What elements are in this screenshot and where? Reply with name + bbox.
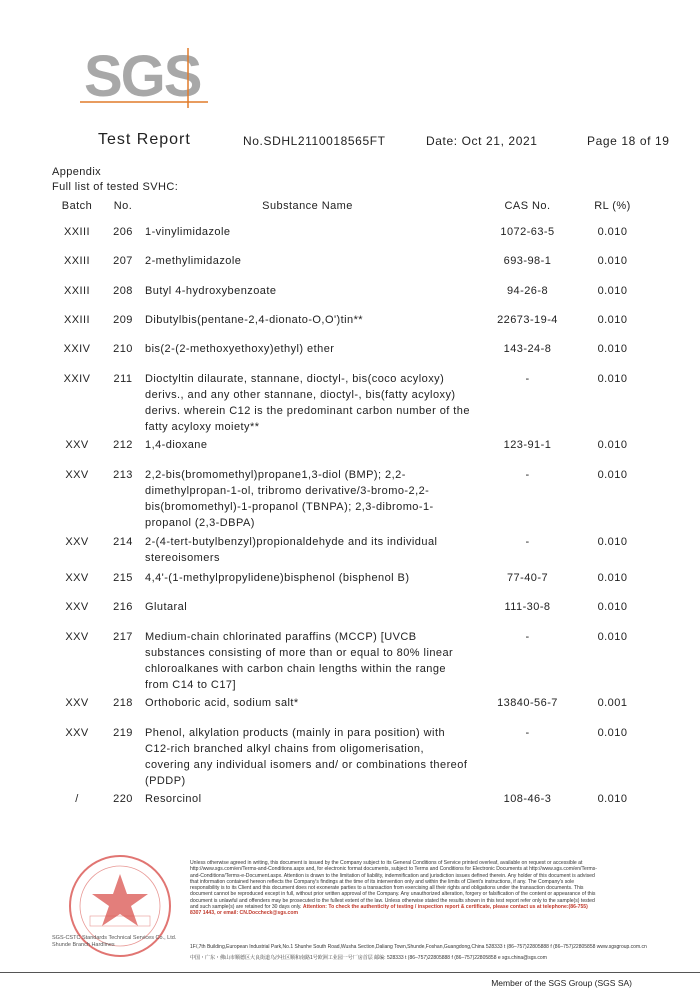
- batch-cell: XXV: [65, 631, 89, 643]
- rl-cell: 0.010: [597, 373, 628, 385]
- report-number: No.SDHL2110018565FT: [243, 134, 386, 148]
- substance-cell: 1,4-dioxane: [145, 439, 208, 451]
- substance-cell: bis(2-(2-methoxyethoxy)ethyl) ether: [145, 343, 335, 355]
- cas-cell: 94-26-8: [506, 285, 549, 297]
- col-rl: RL (%): [594, 200, 631, 212]
- no-cell: 206: [113, 226, 133, 238]
- no-cell: 211: [113, 373, 133, 385]
- batch-cell: XXV: [65, 536, 89, 548]
- cas-cell: 111-30-8: [504, 601, 551, 613]
- no-cell: 217: [113, 631, 133, 643]
- substance-cell: Butyl 4-hydroxybenzoate: [145, 285, 277, 297]
- no-cell: 215: [113, 572, 133, 584]
- rl-cell: 0.010: [597, 601, 628, 613]
- cas-cell: 77-40-7: [506, 572, 549, 584]
- rl-cell: 0.010: [597, 255, 628, 267]
- address-english: 1F/,7th Building,European Industrial Park,No.1 Shunhe South Road,Wusha Section,Daliang Town,Shunde,Foshan,Guangdong,China 528333 t (86–757)22805888 f (86–757)22805858 www.sgsgroup.com.cn: [190, 944, 647, 950]
- cas-cell: 123-91-1: [503, 439, 552, 451]
- no-cell: 216: [113, 601, 133, 613]
- batch-cell: XXIV: [63, 343, 91, 355]
- substance-cell: Glutaral: [145, 601, 188, 613]
- batch-cell: XXV: [65, 601, 89, 613]
- page-number: Page 18 of 19: [587, 134, 670, 148]
- no-cell: 218: [113, 697, 133, 709]
- cas-cell: -: [525, 469, 530, 481]
- batch-cell: XXIII: [63, 285, 91, 297]
- substance-cell: Resorcinol: [145, 793, 202, 805]
- stamp-company-text: SGS-CSTC Standards Technical Services Co., Ltd. Shunde Branch Hardlines: [52, 935, 177, 948]
- substance-cell: 2-(4-tert-butylbenzyl)propionaldehyde and its individual stereoisomers: [145, 536, 438, 564]
- no-cell: 209: [113, 314, 133, 326]
- substance-cell: 4,4'-(1-methylpropylidene)bisphenol (bisphenol B): [145, 572, 410, 584]
- col-no: No.: [113, 200, 133, 212]
- cas-cell: -: [525, 536, 530, 548]
- cas-cell: 22673-19-4: [497, 314, 558, 326]
- batch-cell: XXV: [65, 697, 89, 709]
- substance-cell: Phenol, alkylation products (mainly in para position) with C12-rich branched alkyl chains from oligomerisation, covering any individual isomers and/ or combinations thereof (PDDP): [145, 727, 468, 787]
- footer-addresses: [190, 942, 647, 964]
- cas-cell: 1072-63-5: [500, 226, 555, 238]
- cas-cell: -: [525, 373, 530, 385]
- sgs-logo: [80, 48, 210, 108]
- rl-cell: 0.010: [597, 727, 628, 739]
- batch-cell: XXIII: [63, 226, 91, 238]
- no-cell: 219: [113, 727, 133, 739]
- batch-cell: XXV: [65, 572, 89, 584]
- footer-divider: [0, 972, 700, 973]
- rl-cell: 0.010: [597, 343, 628, 355]
- no-cell: 208: [113, 285, 133, 297]
- batch-cell: /: [75, 793, 79, 805]
- rl-cell: 0.010: [597, 631, 628, 643]
- rl-cell: 0.010: [597, 314, 628, 326]
- cas-cell: -: [525, 631, 530, 643]
- no-cell: 220: [113, 793, 133, 805]
- sgs-member-note: Member of the SGS Group (SGS SA): [491, 978, 632, 988]
- substance-cell: 2-methylimidazole: [145, 255, 242, 267]
- rl-cell: 0.010: [597, 536, 628, 548]
- rl-cell: 0.001: [597, 697, 628, 709]
- no-cell: 213: [113, 469, 133, 481]
- substance-cell: 1-vinylimidazole: [145, 226, 231, 238]
- rl-cell: 0.010: [597, 285, 628, 297]
- substance-cell: Medium-chain chlorinated paraffins (MCCP) [UVCB substances consisting of more than or equal to 80% linear chloroalkanes with carbon chain lengths within the range from C14 to C17]: [145, 631, 454, 691]
- cas-cell: 143-24-8: [503, 343, 552, 355]
- svhc-subheading: Full list of tested SVHC:: [52, 181, 179, 193]
- substance-cell: 2,2-bis(bromomethyl)propane1,3-diol (BMP); 2,2-dimethylpropan-1-ol, tribromo derivative/3-bromo-2,2-bis(bromomethyl)-1-propanol (TBNPA); 2,3-dibromo-1-propanol (2,3-DBPA): [145, 469, 434, 529]
- cas-cell: 108-46-3: [503, 793, 552, 805]
- batch-cell: XXV: [65, 439, 89, 451]
- cas-cell: -: [525, 727, 530, 739]
- substance-cell: Orthoboric acid, sodium salt*: [145, 697, 299, 709]
- appendix-heading: Appendix: [52, 166, 102, 178]
- disclaimer-text: Unless otherwise agreed in writing, this document is issued by the Company subject to its General Conditions of Service printed overleaf, available on request or accessible at http://www.sgs.com/en/Terms-and-Conditions.aspx and, for electronic format documents, subject to Terms and Conditions for Electronic Documents at http://www.sgs.com/en/Terms-and-Conditions/Terms-e-Document.aspx. Attention is drawn to the limitation of liability, indemnification and jurisdiction issues defined therein. Any holder of this document is advised that information contained hereon reflects the Company's findings at the time of its intervention only and within the limits of Client's instructions, if any. The Company's sole responsibility is to its Client and this document does not exonerate parties to a transaction from exercising all their rights and obligations under the transaction documents. This document cannot be reproduced except in full, without prior written approval of the Company. Any unauthorized alteration, forgery or falsification of the content or appearance of this document is unlawful and offenders may be prosecuted to the fullest extent of the law. Unless otherwise stated the results shown in this test report refer only to the sample(s) tested and such sample(s) are retained for 30 days only.: [190, 860, 598, 911]
- cas-cell: 693-98-1: [503, 255, 552, 267]
- batch-cell: XXV: [65, 727, 89, 739]
- rl-cell: 0.010: [597, 469, 628, 481]
- batch-cell: XXV: [65, 469, 89, 481]
- no-cell: 214: [113, 536, 133, 548]
- no-cell: 210: [113, 343, 133, 355]
- no-cell: 212: [113, 439, 133, 451]
- batch-cell: XXIII: [63, 314, 91, 326]
- substance-cell: Dioctyltin dilaurate, stannane, dioctyl-, bis(coco acyloxy) derivs., and any other stannane, dioctyl-, bis(fatty acyloxy) derivs. wherein C12 is the predominant carbon number of the fatty acyloxy moiety**: [145, 373, 470, 433]
- cas-cell: 13840-56-7: [497, 697, 558, 709]
- sgs-logo-text: SGS: [84, 48, 201, 108]
- rl-cell: 0.010: [597, 572, 628, 584]
- legal-disclaimer: [190, 860, 600, 917]
- report-date: Date: Oct 21, 2021: [426, 134, 538, 148]
- rl-cell: 0.010: [597, 793, 628, 805]
- batch-cell: XXIII: [63, 255, 91, 267]
- report-title: Test Report: [98, 131, 191, 148]
- no-cell: 207: [113, 255, 133, 267]
- address-chinese: 中国・广东・佛山市顺德区大良街道乌沙社区顺和南路1号欧洲工业园一号厂房首层 邮编: 528333 t (86–757)22805888 f (86–757)22805858 e sgs.china@sgs.com: [190, 955, 547, 961]
- rl-cell: 0.010: [597, 226, 628, 238]
- col-cas: CAS No.: [504, 200, 551, 212]
- col-batch: Batch: [61, 200, 93, 212]
- authenticity-attention: Attention: To check the authenticity of testing / inspection report & certificate, please contact us at telephone:(86-755) 8307 1443, or email: CN.Doccheck@sgs.com: [190, 904, 588, 917]
- col-substance: Substance Name: [262, 200, 353, 212]
- batch-cell: XXIV: [63, 373, 91, 385]
- substance-cell: Dibutylbis(pentane-2,4-dionato-O,O')tin**: [145, 314, 364, 326]
- rl-cell: 0.010: [597, 439, 628, 451]
